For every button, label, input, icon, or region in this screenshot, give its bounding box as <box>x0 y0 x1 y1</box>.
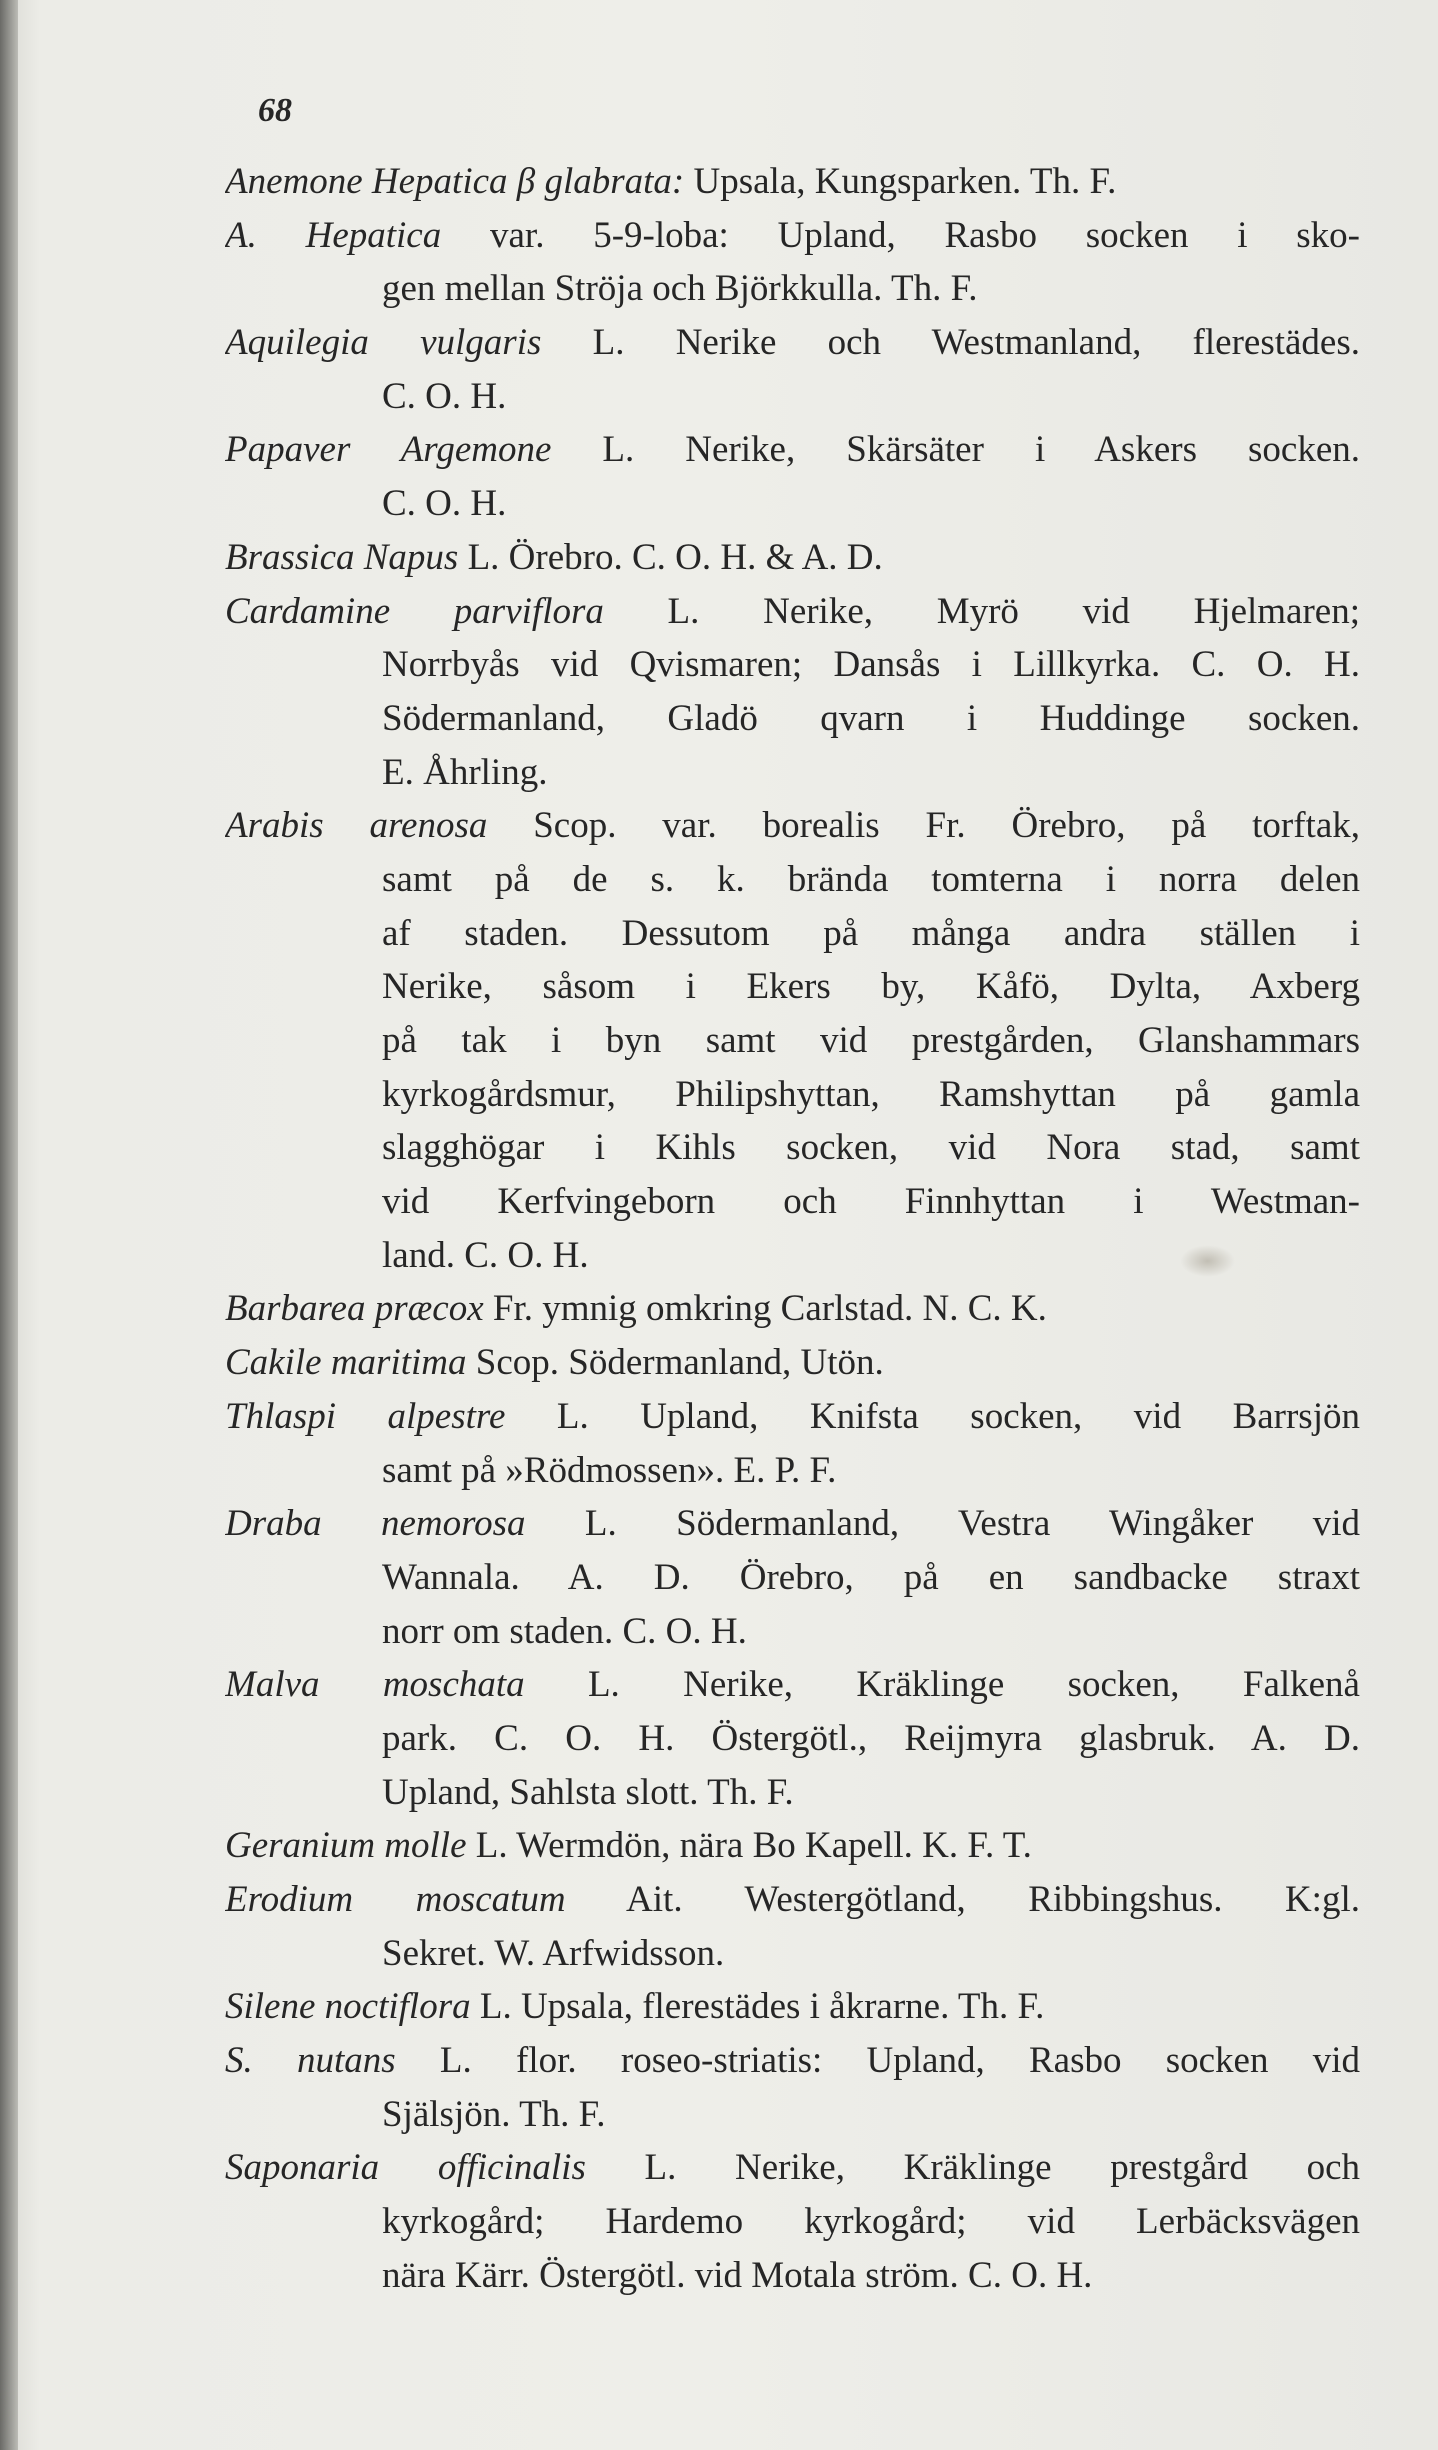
species-entry <box>225 2141 1360 2302</box>
entry-first-line <box>225 2034 1360 2088</box>
continuation-line: af staden. Dessutom på många andra ställen i <box>382 912 1360 954</box>
species-name: Silene noctiflora <box>225 1986 471 2028</box>
entry-first-line <box>225 1282 1360 1336</box>
continuation-line: nära Kärr. Östergötl. vid Motala ström. C. O. H. <box>382 2254 1093 2296</box>
entry-first-line <box>225 1336 1360 1390</box>
continuation-line: C. O. H. <box>382 483 507 525</box>
continuation-line: Sekret. W. Arfwidsson. <box>382 1932 725 1974</box>
species-name: Erodium moscatum <box>225 1879 566 1920</box>
species-name: Saponaria officinalis <box>225 2147 586 2189</box>
continuation-line: Södermanland, Gladö qvarn i Huddinge socken. <box>382 697 1360 739</box>
species-name: Papaver Argemone <box>225 429 552 471</box>
species-name: Geranium molle <box>225 1825 467 1867</box>
locality-text: Ait. Westergötland, Ribbingshus. K:gl. <box>565 1879 1360 1920</box>
page-number: 68 <box>258 92 292 129</box>
species-entry <box>225 1390 1360 1497</box>
entry-first-line <box>225 155 1360 209</box>
entry-first-line <box>225 1390 1360 1444</box>
species-name: Aquilegia vulgaris <box>225 322 542 364</box>
continuation-line: E. Åhrling. <box>382 751 548 793</box>
species-entry <box>225 1497 1360 1658</box>
entry-first-line <box>225 1658 1360 1712</box>
locality-text: Upsala, Kungsparken. Th. F. <box>684 161 1117 202</box>
entry-first-line <box>225 423 1360 477</box>
species-name: A. Hepatica <box>225 214 442 256</box>
continuation-line: samt på de s. k. brända tomterna i norra delen <box>382 858 1360 900</box>
species-name: Arabis arenosa <box>225 805 488 847</box>
locality-text: L. flor. roseo-striatis: Upland, Rasbo socken vid <box>395 2040 1360 2082</box>
continuation-line: Wannala. A. D. Örebro, på en sandbacke straxt <box>382 1556 1360 1598</box>
entry-first-line <box>225 1497 1360 1551</box>
continuation-line: kyrkogårdsmur, Philipshyttan, Ramshyttan på gamla <box>382 1073 1360 1115</box>
continuation-line: slagghögar i Kihls socken, vid Nora stad, samt <box>382 1127 1360 1169</box>
species-entry <box>225 155 1360 209</box>
locality-text: L. Nerike, Kräklinge prestgård och <box>585 2147 1360 2189</box>
entry-first-line <box>225 1980 1360 2034</box>
locality-text: var. 5-9-loba: Upland, Rasbo socken i sko- <box>441 214 1360 256</box>
species-name: Draba nemorosa <box>225 1503 526 1545</box>
continuation-line: land. C. O. H. <box>382 1234 589 1276</box>
species-name: Brassica Napus <box>225 536 459 578</box>
species-entry <box>225 1819 1360 1873</box>
locality-text: L. Södermanland, Vestra Wingåker vid <box>525 1503 1360 1545</box>
species-entry <box>225 1336 1360 1390</box>
locality-text: L. Upsala, flerestädes i åkrarne. Th. F. <box>470 1986 1045 2028</box>
species-name: Cakile maritima <box>225 1342 467 1384</box>
locality-text: L. Örebro. C. O. H. & A. D. <box>458 536 883 578</box>
continuation-line: park. C. O. H. Östergötl., Reijmyra glasbruk. A. D. <box>382 1717 1360 1759</box>
entry-first-line <box>225 1819 1360 1873</box>
species-entry <box>225 1980 1360 2034</box>
continuation-line: Nerike, såsom i Ekers by, Kåfö, Dylta, Axberg <box>382 966 1360 1008</box>
locality-text: L. Nerike, Skärsäter i Askers socken. <box>551 429 1360 471</box>
continuation-line: på tak i byn samt vid prestgården, Glanshammars <box>382 1020 1360 1061</box>
entry-first-line <box>225 585 1360 639</box>
locality-text: L. Nerike, Kräklinge socken, Falkenå <box>524 1664 1360 1706</box>
species-entry <box>225 531 1360 585</box>
locality-text: Scop. var. borealis Fr. Örebro, på torftak, <box>487 805 1360 847</box>
species-entry <box>225 1873 1360 1980</box>
locality-text: L. Upland, Knifsta socken, vid Barrsjön <box>505 1395 1360 1437</box>
locality-text: L. Nerike och Westmanland, flerestädes. <box>541 322 1360 364</box>
species-entry <box>225 1658 1360 1819</box>
continuation-line: gen mellan Ströja och Björkkulla. Th. F. <box>382 268 978 310</box>
entry-first-line <box>225 1873 1360 1927</box>
continuation-line: vid Kerfvingeborn och Finnhyttan i Westman- <box>382 1181 1360 1223</box>
locality-text: Fr. ymnig omkring Carlstad. N. C. K. <box>483 1288 1047 1330</box>
species-name: Anemone Hepatica β glabrata: <box>225 161 685 202</box>
species-entry <box>225 799 1360 1282</box>
species-entry <box>225 1282 1360 1336</box>
entry-first-line <box>225 316 1360 370</box>
locality-text: L. Wermdön, nära Bo Kapell. K. F. T. <box>466 1825 1032 1867</box>
continuation-line: Själsjön. Th. F. <box>382 2093 606 2135</box>
entry-first-line <box>225 799 1360 853</box>
species-entry <box>225 2034 1360 2141</box>
locality-text: L. Nerike, Myrö vid Hjelmaren; <box>603 590 1360 632</box>
species-list <box>225 155 1360 2303</box>
species-entry <box>225 316 1360 423</box>
entry-first-line <box>225 209 1360 263</box>
locality-text: Scop. Södermanland, Utön. <box>466 1342 884 1384</box>
continuation-line: Norrbyås vid Qvismaren; Dansås i Lillkyrka. C. O. H. <box>382 644 1360 686</box>
species-entry <box>225 585 1360 800</box>
continuation-line: C. O. H. <box>382 375 507 417</box>
continuation-line: samt på »Rödmossen». E. P. F. <box>382 1449 837 1491</box>
continuation-line: norr om staden. C. O. H. <box>382 1610 747 1652</box>
continuation-line: kyrkogård; Hardemo kyrkogård; vid Lerbäcksvägen <box>382 2201 1360 2243</box>
species-entry <box>225 423 1360 530</box>
book-binding-shadow <box>0 0 18 2450</box>
ink-stain <box>1180 1245 1235 1277</box>
species-name: Malva moschata <box>225 1664 525 1706</box>
entry-first-line <box>225 531 1360 585</box>
species-name: Barbarea præcox <box>225 1288 484 1330</box>
entry-first-line <box>225 2141 1360 2195</box>
species-name: Thlaspi alpestre <box>225 1395 506 1437</box>
species-name: Cardamine parviflora <box>225 590 604 632</box>
species-entry <box>225 209 1360 316</box>
species-name: S. nutans <box>225 2040 396 2082</box>
continuation-line: Upland, Sahlsta slott. Th. F. <box>382 1771 794 1813</box>
